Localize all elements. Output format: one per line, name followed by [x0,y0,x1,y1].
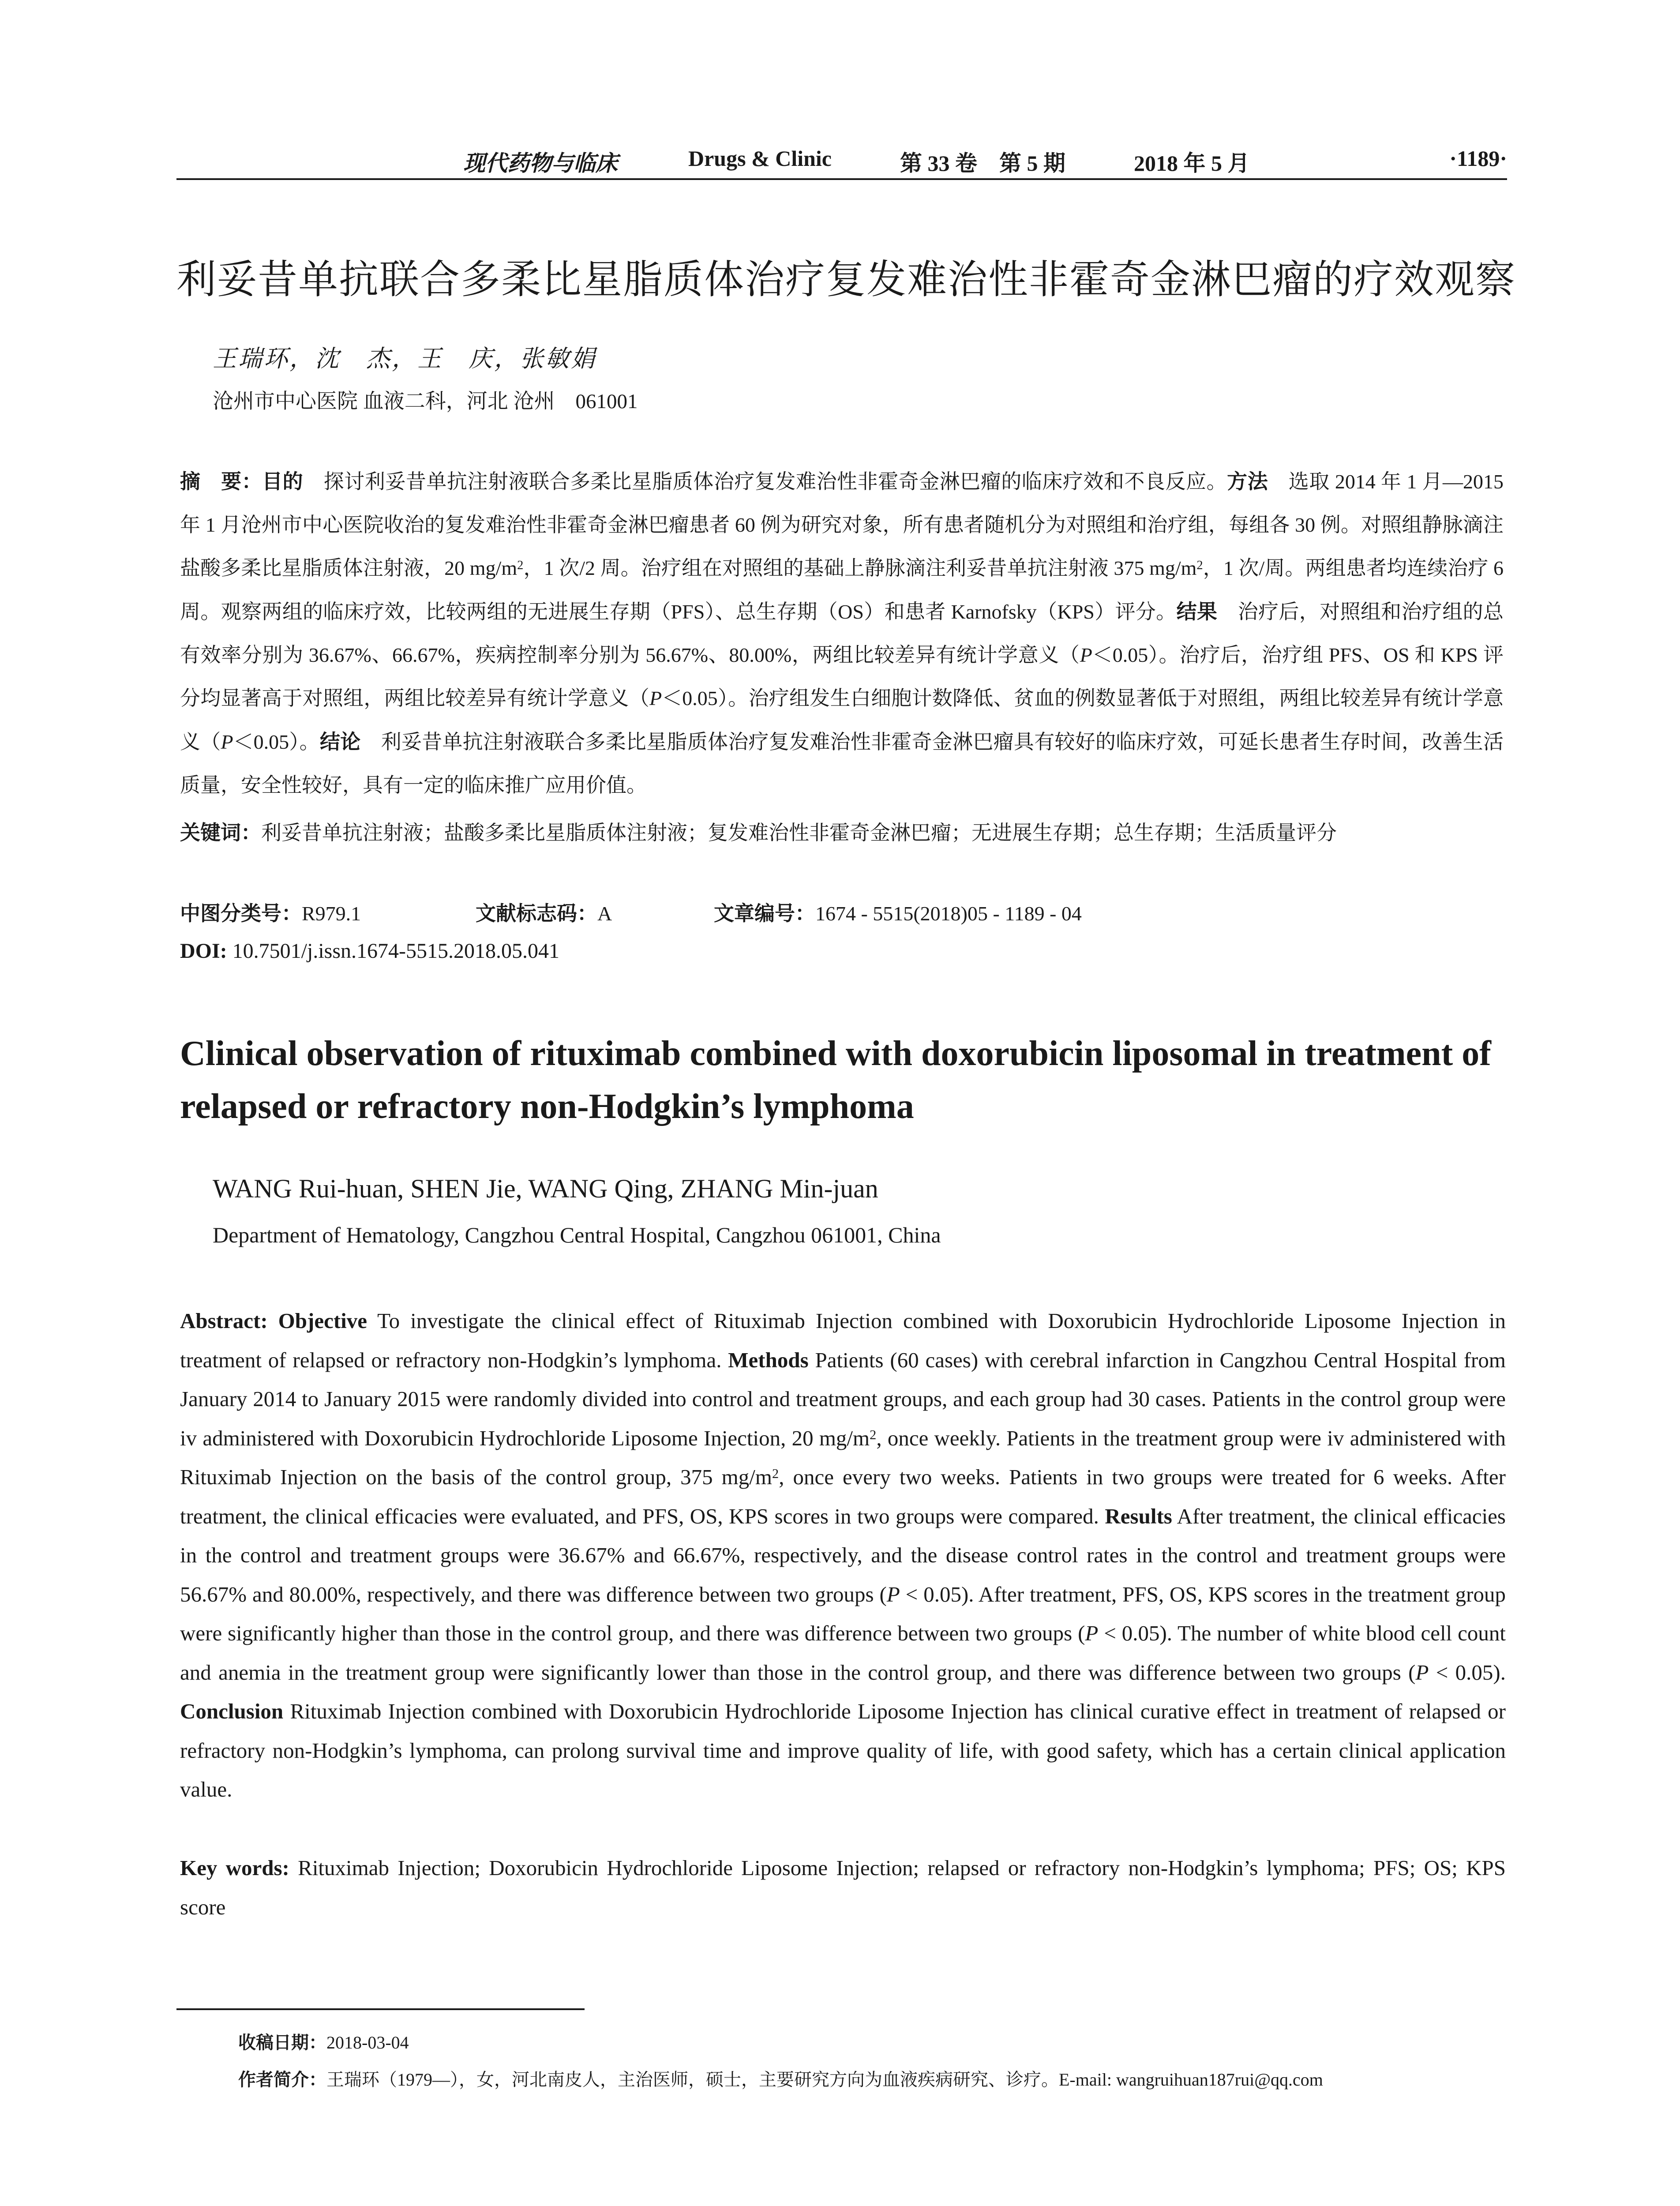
affiliation-cn: 沧州市中心医院 血液二科，河北 沧州 061001 [213,390,638,413]
methods-text-en-2: , once weekly. Patients in the treatment group were iv administered with Rituximab Injection on the basis of the control group, 375 mg/m [180,1426,1506,1489]
methods-text-cn-3: ，1 次/周。两组患者均连续治疗 6 周。观察两组的临床疗效，比较两组的无进展生存期（PFS）、总生存期（OS）和患者 Karnofsky（KPS）评分。 [180,557,1504,623]
results-text-en-3: < 0.05). The number of white blood cell count and anemia in the treatment group were significantly lower than those in the control group, and there was difference between two groups ( [180,1621,1506,1685]
author-bio-text: 王瑞环（1979—），女，河北南皮人，主治医师，硕士，主要研究方向为血液疾病研究、诊疗。E-mail: wangruihuan187rui@qq.com [326,2070,1323,2090]
conclusion-text-cn: 利妥昔单抗注射液联合多柔比星脂质体治疗复发难治性非霍奇金淋巴瘤具有较好的临床疗效，可延长患者生存时间，改善生活质量，安全性较好，具有一定的临床推广应用价值。 [180,731,1504,796]
affiliation-en: Department of Hematology, Cangzhou Central Hospital, Cangzhou 061001, China [213,1223,941,1247]
doi [180,939,559,963]
abstract-en [180,1302,1506,1809]
superscript-2: 2 [517,559,524,573]
methods-text-cn-2: ，1 次/2 周。治疗组在对照组的基础上静脉滴注利妥昔单抗注射液 375 mg/m [523,557,1197,579]
methods-text-en-3: , once every two weeks. Patients in two groups were treated for 6 weeks. After treatment, the clinical efficacies were evaluated, and PFS, OS, KPS scores in two groups were compared. [180,1465,1506,1528]
results-label-en: Results [1105,1504,1172,1528]
conclusion-text-en: Rituximab Injection combined with Doxorubicin Hydrochloride Liposome Injection has clinical curative effect in treatment of relapsed or refractory non-Hodgkin’s lymphoma, can prolong survival time and improve quality of life, with good safety, which has a certain clinical application value. [180,1699,1506,1801]
received-label: 收稿日期： [238,2033,326,2053]
p-symbol: P [886,1582,900,1606]
conclusion-label-cn: 结论 [319,730,361,754]
results-text-cn-2: ＜0.05）。治疗后，治疗组 PFS、OS 和 KPS 评分均显著高于对照组，两组比较差异有统计学意义（ [180,644,1504,709]
objective-text-cn: 探讨利妥昔单抗注射液联合多柔比星脂质体治疗复发难治性非霍奇金淋巴瘤的临床疗效和不良反应。 [303,470,1227,493]
keywords-cn-label: 关键词： [180,821,261,844]
author-bio [238,2066,1323,2091]
authors-en: WANG Rui-huan, SHEN Jie, WANG Qing, ZHANG Min-juan [213,1174,878,1203]
p-symbol: P [1080,644,1092,666]
page-number: ·1189· [1449,146,1507,171]
results-text-en-2: < 0.05). After treatment, PFS, OS, KPS scores in the treatment group were significantly higher than those in the control group, and there was difference between two groups ( [180,1582,1506,1645]
classification-number [180,897,361,927]
keywords-cn-text: 利妥昔单抗注射液；盐酸多柔比星脂质体注射液；复发难治性非霍奇金淋巴瘤；无进展生存期；总生存期；生活质量评分 [261,822,1337,844]
keywords-en [180,1849,1506,1927]
objective-label-cn: 目的 [262,469,304,493]
conclusion-label-en: Conclusion [180,1699,284,1723]
publication-date: 2018 年 5 月 [1134,151,1250,176]
p-symbol: P [1085,1621,1099,1645]
superscript-2: 2 [772,1466,779,1482]
author-bio-label: 作者简介： [238,2070,326,2090]
results-text-cn-1: 治疗后，对照组和治疗组的总有效率分别为 36.67%、66.67%，疾病控制率分别为 56.67%、80.00%，两组比较差异有统计学意义（ [180,600,1504,666]
article-number-label: 文章编号： [714,901,815,925]
received-date [238,2029,409,2054]
superscript-2: 2 [1196,559,1203,573]
document-code [476,897,612,927]
results-text-en-4: < 0.05). [1429,1660,1506,1685]
objective-text-en: To investigate the clinical effect of Rituximab Injection combined with Doxorubicin Hydrochloride Liposome Injection in treatment of relapsed or refractory non-Hodgkin’s lymphoma. [180,1309,1506,1372]
doi-value: 10.7501/j.issn.1674-5515.2018.05.041 [227,939,560,963]
keywords-en-text: Rituximab Injection; Doxorubicin Hydrochloride Liposome Injection; relapsed or refractory non-Hodgkin’s lymphoma; PFS; OS; KPS score [180,1856,1506,1919]
p-symbol: P [1415,1660,1429,1685]
results-label-cn: 结果 [1176,600,1218,623]
methods-label-en: Methods [728,1347,809,1372]
article-number [714,897,1082,927]
received-value: 2018-03-04 [326,2033,409,2052]
results-text-cn-3: ＜0.05）。治疗组发生白细胞计数降低、贫血的例数显著低于对照组，两组比较差异有统计学意义（ [180,687,1504,753]
footnote-divider [176,2008,585,2010]
superscript-2: 2 [870,1427,877,1442]
classification-label: 中图分类号： [180,901,302,925]
p-symbol: P [221,731,233,753]
methods-label-cn: 方法 [1227,469,1268,493]
journal-name-en: Drugs & Clinic [688,146,832,171]
title-en: Clinical observation of rituximab combined with doxorubicin liposomal in treatment of relapsed or refractory non-Hodgkin’s lymphoma [180,1034,1491,1126]
results-text-cn-4: ＜0.05）。 [233,731,320,753]
issue-info: 第 33 卷 第 5 期 [900,151,1065,176]
title-cn: 利妥昔单抗联合多柔比星脂质体治疗复发难治性非霍奇金淋巴瘤的疗效观察 [176,256,1516,303]
article-number-value: 1674 - 5515(2018)05 - 1189 - 04 [815,902,1082,925]
classification-value: R979.1 [302,902,361,925]
p-symbol: P [649,687,662,709]
doi-label: DOI: [180,939,227,963]
journal-name-cn: 现代药物与临床 [463,150,618,176]
methods-text-en-1: Patients (60 cases) with cerebral infarction in Cangzhou Central Hospital from January 2014 to January 2015 were randomly divided into control and treatment groups, and each group had 30 cases. Patients in the control group were iv administered with Doxorubicin Hydrochloride Liposome Injection, 20 mg/m [180,1347,1506,1450]
abstract-cn [180,460,1504,807]
abstract-cn-label: 摘 要： [180,469,262,493]
methods-text-cn-1: 选取 2014 年 1 月—2015 年 1 月沧州市中心医院收治的复发难治性非霍奇金淋巴瘤患者 60 例为研究对象，所有患者随机分为对照组和治疗组，每组各 30 例。对照组静脉滴注盐酸多柔比星脂质体注射液，20 mg/m [180,470,1504,579]
authors-cn: 王瑞环，沈 杰，王 庆，张敏娟 [213,345,596,372]
document-code-value: A [597,902,612,925]
abstract-en-label: Abstract: Objective [180,1309,368,1333]
results-text-en-1: After treatment, the clinical efficacies in the control and treatment groups were 36.67% and 66.67%, respectively, and the disease control rates in the control and treatment groups were 56.67% and 80.00%, respectively, and there was difference between two groups ( [180,1504,1506,1606]
document-code-label: 文献标志码： [476,901,597,925]
running-header [176,140,1507,180]
keywords-en-label: Key words: [180,1856,289,1880]
keywords-cn [180,811,1504,855]
